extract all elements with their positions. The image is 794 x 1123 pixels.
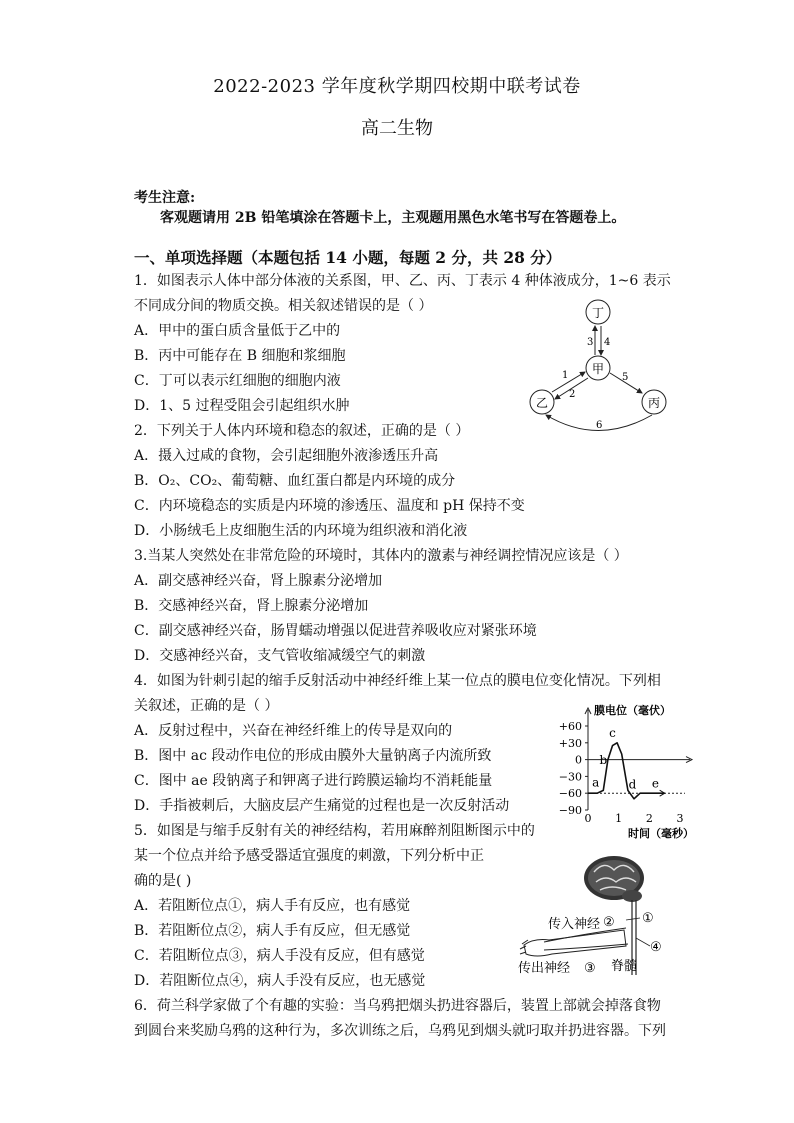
reflex-arc-figure [514, 850, 694, 980]
afferent-label: 传入神经 [548, 917, 601, 932]
notice-body: 客观题请用 2B 铅笔填涂在答题卡上，主观题用黑色水笔书写在答题卷上。 [160, 210, 626, 226]
q4-option-c: C．图中 ae 段钠离子和钾离子进行跨膜运输均不消耗能量 [134, 773, 493, 789]
point-3-label: ③ [584, 961, 596, 976]
y-tick-label: +60 [558, 720, 582, 733]
q2-option-d: D．小肠绒毛上皮细胞生活的内环境为组织液和消化液 [134, 523, 468, 539]
y-tick-label: −90 [558, 804, 582, 817]
notice-heading: 考生注意: [134, 190, 196, 206]
q1-option-b: B．丙中可能存在 B 细胞和浆细胞 [134, 348, 346, 364]
q1-option-d: D．1、5 过程受阻会引起组织水肿 [134, 398, 350, 414]
q4-stem-line1: 4．如图为针刺引起的缩手反射活动中神经纤维上某一位点的膜电位变化情况。下列相 [134, 673, 661, 689]
q5-stem-line3: 确的是( ) [134, 873, 192, 889]
q5-stem-line2: 某一个位点并给予感受器适宜强度的刺激，下列分析中正 [134, 848, 484, 864]
label-6: 6 [596, 420, 603, 431]
node-jia-label: 甲 [591, 362, 605, 376]
label-1: 1 [562, 370, 569, 381]
point-label-d: d [628, 777, 637, 792]
q1-option-a: A．甲中的蛋白质含量低于乙中的 [134, 323, 341, 339]
x-tick-label: 0 [584, 812, 592, 825]
x-tick-label: 3 [676, 812, 684, 825]
q3-option-d: D．交感神经兴奋，支气管收缩减缓空气的刺激 [134, 648, 426, 664]
x-tick-label: 1 [615, 812, 623, 825]
x-axis-label: 时间（毫秒） [628, 827, 694, 840]
q1-stem-line1: 1．如图表示人体中部分体液的关系图，甲、乙、丙、丁表示 4 种体液成分，1~6 表示 [134, 273, 671, 289]
q2-option-a: A．摄入过咸的食物，会引起细胞外液渗透压升高 [134, 448, 439, 464]
section-title: 一、单项选择题（本题包括 14 小题，每题 2 分，共 28 分） [134, 248, 562, 267]
q6-stem-line2: 到圆台来奖励乌鸦的这种行为，多次训练之后，乌鸦见到烟头就叼取并扔进容器。下列 [134, 1023, 666, 1039]
node-yi-label: 乙 [535, 396, 549, 410]
q4-stem-line2: 关叙述，正确的是（ ） [134, 698, 279, 714]
q4-option-a: A．反射过程中，兴奋在神经纤维上的传导是双向的 [134, 723, 453, 739]
y-tick-label: 0 [575, 753, 582, 767]
node-ding-label: 丁 [591, 306, 605, 320]
q6-stem-line1: 6．荷兰科学家做了个有趣的实验：当乌鸦把烟头扔进容器后，装置上部就会掉落食物 [134, 998, 661, 1014]
point-label-a: a [592, 775, 600, 790]
q5-option-c: C．若阻断位点③，病人手没有反应，但有感觉 [134, 948, 425, 964]
label-2: 2 [569, 389, 576, 400]
q1-option-c: C．丁可以表示红细胞的细胞内液 [134, 373, 341, 389]
point-label-e: e [651, 776, 660, 791]
point-1-label: ① [642, 911, 654, 926]
arm-outline [524, 930, 626, 956]
y-axis-label: 膜电位（毫伏） [594, 704, 671, 717]
spinal-label: 脊髓 [611, 959, 638, 974]
q5-stem-line1: 5．如图是与缩手反射有关的神经结构，若用麻醉剂阻断图示中的 [134, 823, 535, 839]
brain-illustration [584, 856, 644, 902]
q4-option-d: D．手指被刺后，大脑皮层产生痛觉的过程也是一次反射活动 [134, 798, 510, 814]
q5-option-a: A．若阻断位点①，病人手有反应，也有感觉 [134, 898, 411, 914]
x-tick-label: 2 [645, 812, 653, 825]
q3-option-b: B．交感神经兴奋，肾上腺素分泌增加 [134, 598, 369, 614]
q3-option-a: A．副交感神经兴奋，肾上腺素分泌增加 [134, 573, 383, 589]
q2-stem: 2．下列关于人体内环境和稳态的叙述，正确的是（ ） [134, 423, 470, 439]
subject-title: 高二生物 [361, 118, 433, 139]
label-3: 3 [587, 337, 594, 348]
q3-option-c: C．副交感神经兴奋，肠胃蠕动增强以促进营养吸收应对紧张环境 [134, 623, 537, 639]
q2-option-c: C．内环境稳态的实质是内环境的渗透压、温度和 pH 保持不变 [134, 498, 525, 514]
y-tick-label: −30 [558, 770, 582, 784]
y-tick-label: +30 [558, 736, 582, 750]
exam-title: 2022-2023 学年度秋学期四校期中联考试卷 [213, 76, 581, 97]
efferent-label: 传出神经 [518, 961, 571, 976]
q4-option-b: B．图中 ac 段动作电位的形成由膜外大量钠离子内流所致 [134, 748, 492, 764]
node-bing-label: 丙 [647, 396, 661, 410]
q3-stem: 3.当某人突然处在非常危险的环境时，其体内的激素与神经调控情况应该是（ ） [134, 548, 628, 564]
point-label-c: c [609, 726, 616, 741]
label-4: 4 [604, 337, 611, 348]
body-fluid-diagram [520, 296, 680, 436]
q1-stem-line2: 不同成分间的物质交换。相关叙述错误的是（ ） [134, 298, 433, 314]
q2-option-b: B．O₂、CO₂、葡萄糖、血红蛋白都是内环境的成分 [134, 473, 456, 489]
membrane-potential-chart [530, 698, 705, 843]
y-tick-label: −60 [558, 787, 582, 801]
point-4-label: ④ [650, 940, 662, 955]
label-5: 5 [622, 372, 629, 383]
point-label-b: b [599, 753, 608, 768]
q5-option-b: B．若阻断位点②，病人手有反应，但无感觉 [134, 923, 411, 939]
point-2-label: ② [603, 915, 615, 930]
q5-option-d: D．若阻断位点④，病人手没有反应，也无感觉 [134, 973, 426, 989]
